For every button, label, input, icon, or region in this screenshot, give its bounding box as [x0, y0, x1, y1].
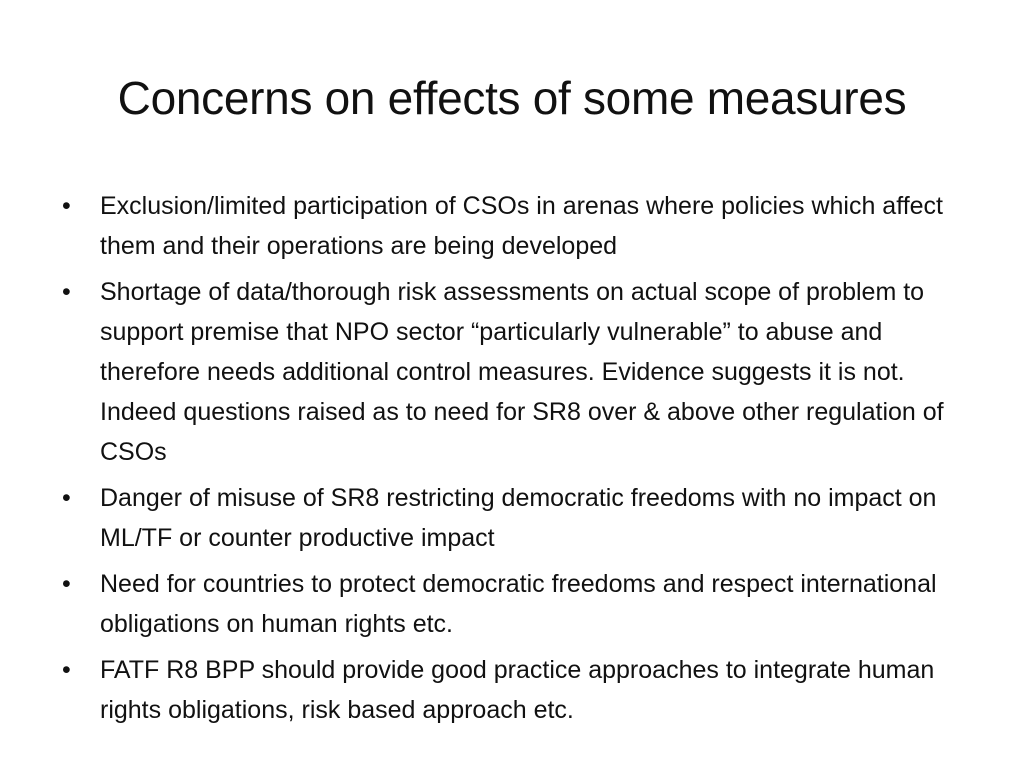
bullet-icon: •	[62, 278, 71, 306]
bullet-item	[56, 650, 968, 730]
bullet-item	[56, 272, 968, 472]
bullet-icon: •	[62, 484, 71, 512]
bullet-item	[56, 564, 968, 644]
bullet-item	[56, 186, 968, 266]
bullet-text: Exclusion/limited participation of CSOs in arenas where policies which affect them and their operations are being developed	[100, 192, 943, 260]
slide-title: Concerns on effects of some measures	[117, 72, 907, 124]
bullet-text: FATF R8 BPP should provide good practice approaches to integrate human rights obligations, risk based approach etc.	[100, 656, 935, 724]
bullet-text: Need for countries to protect democratic freedoms and respect international obligations on human rights etc.	[100, 570, 937, 638]
bullet-icon: •	[62, 192, 71, 220]
bullet-item	[56, 478, 968, 558]
bullet-icon: •	[62, 570, 71, 598]
bullet-icon: •	[62, 656, 71, 684]
bullet-list	[56, 186, 968, 736]
bullet-text: Shortage of data/thorough risk assessments on actual scope of problem to support premise that NPO sector “particularly vulnerable” to abuse and therefore needs additional control measures. Evidence suggests it is not. Indeed questions raised as to need for SR8 over & above other regulation of CSOs	[100, 278, 944, 466]
bullet-text: Danger of misuse of SR8 restricting democratic freedoms with no impact on ML/TF or counter productive impact	[100, 484, 937, 552]
